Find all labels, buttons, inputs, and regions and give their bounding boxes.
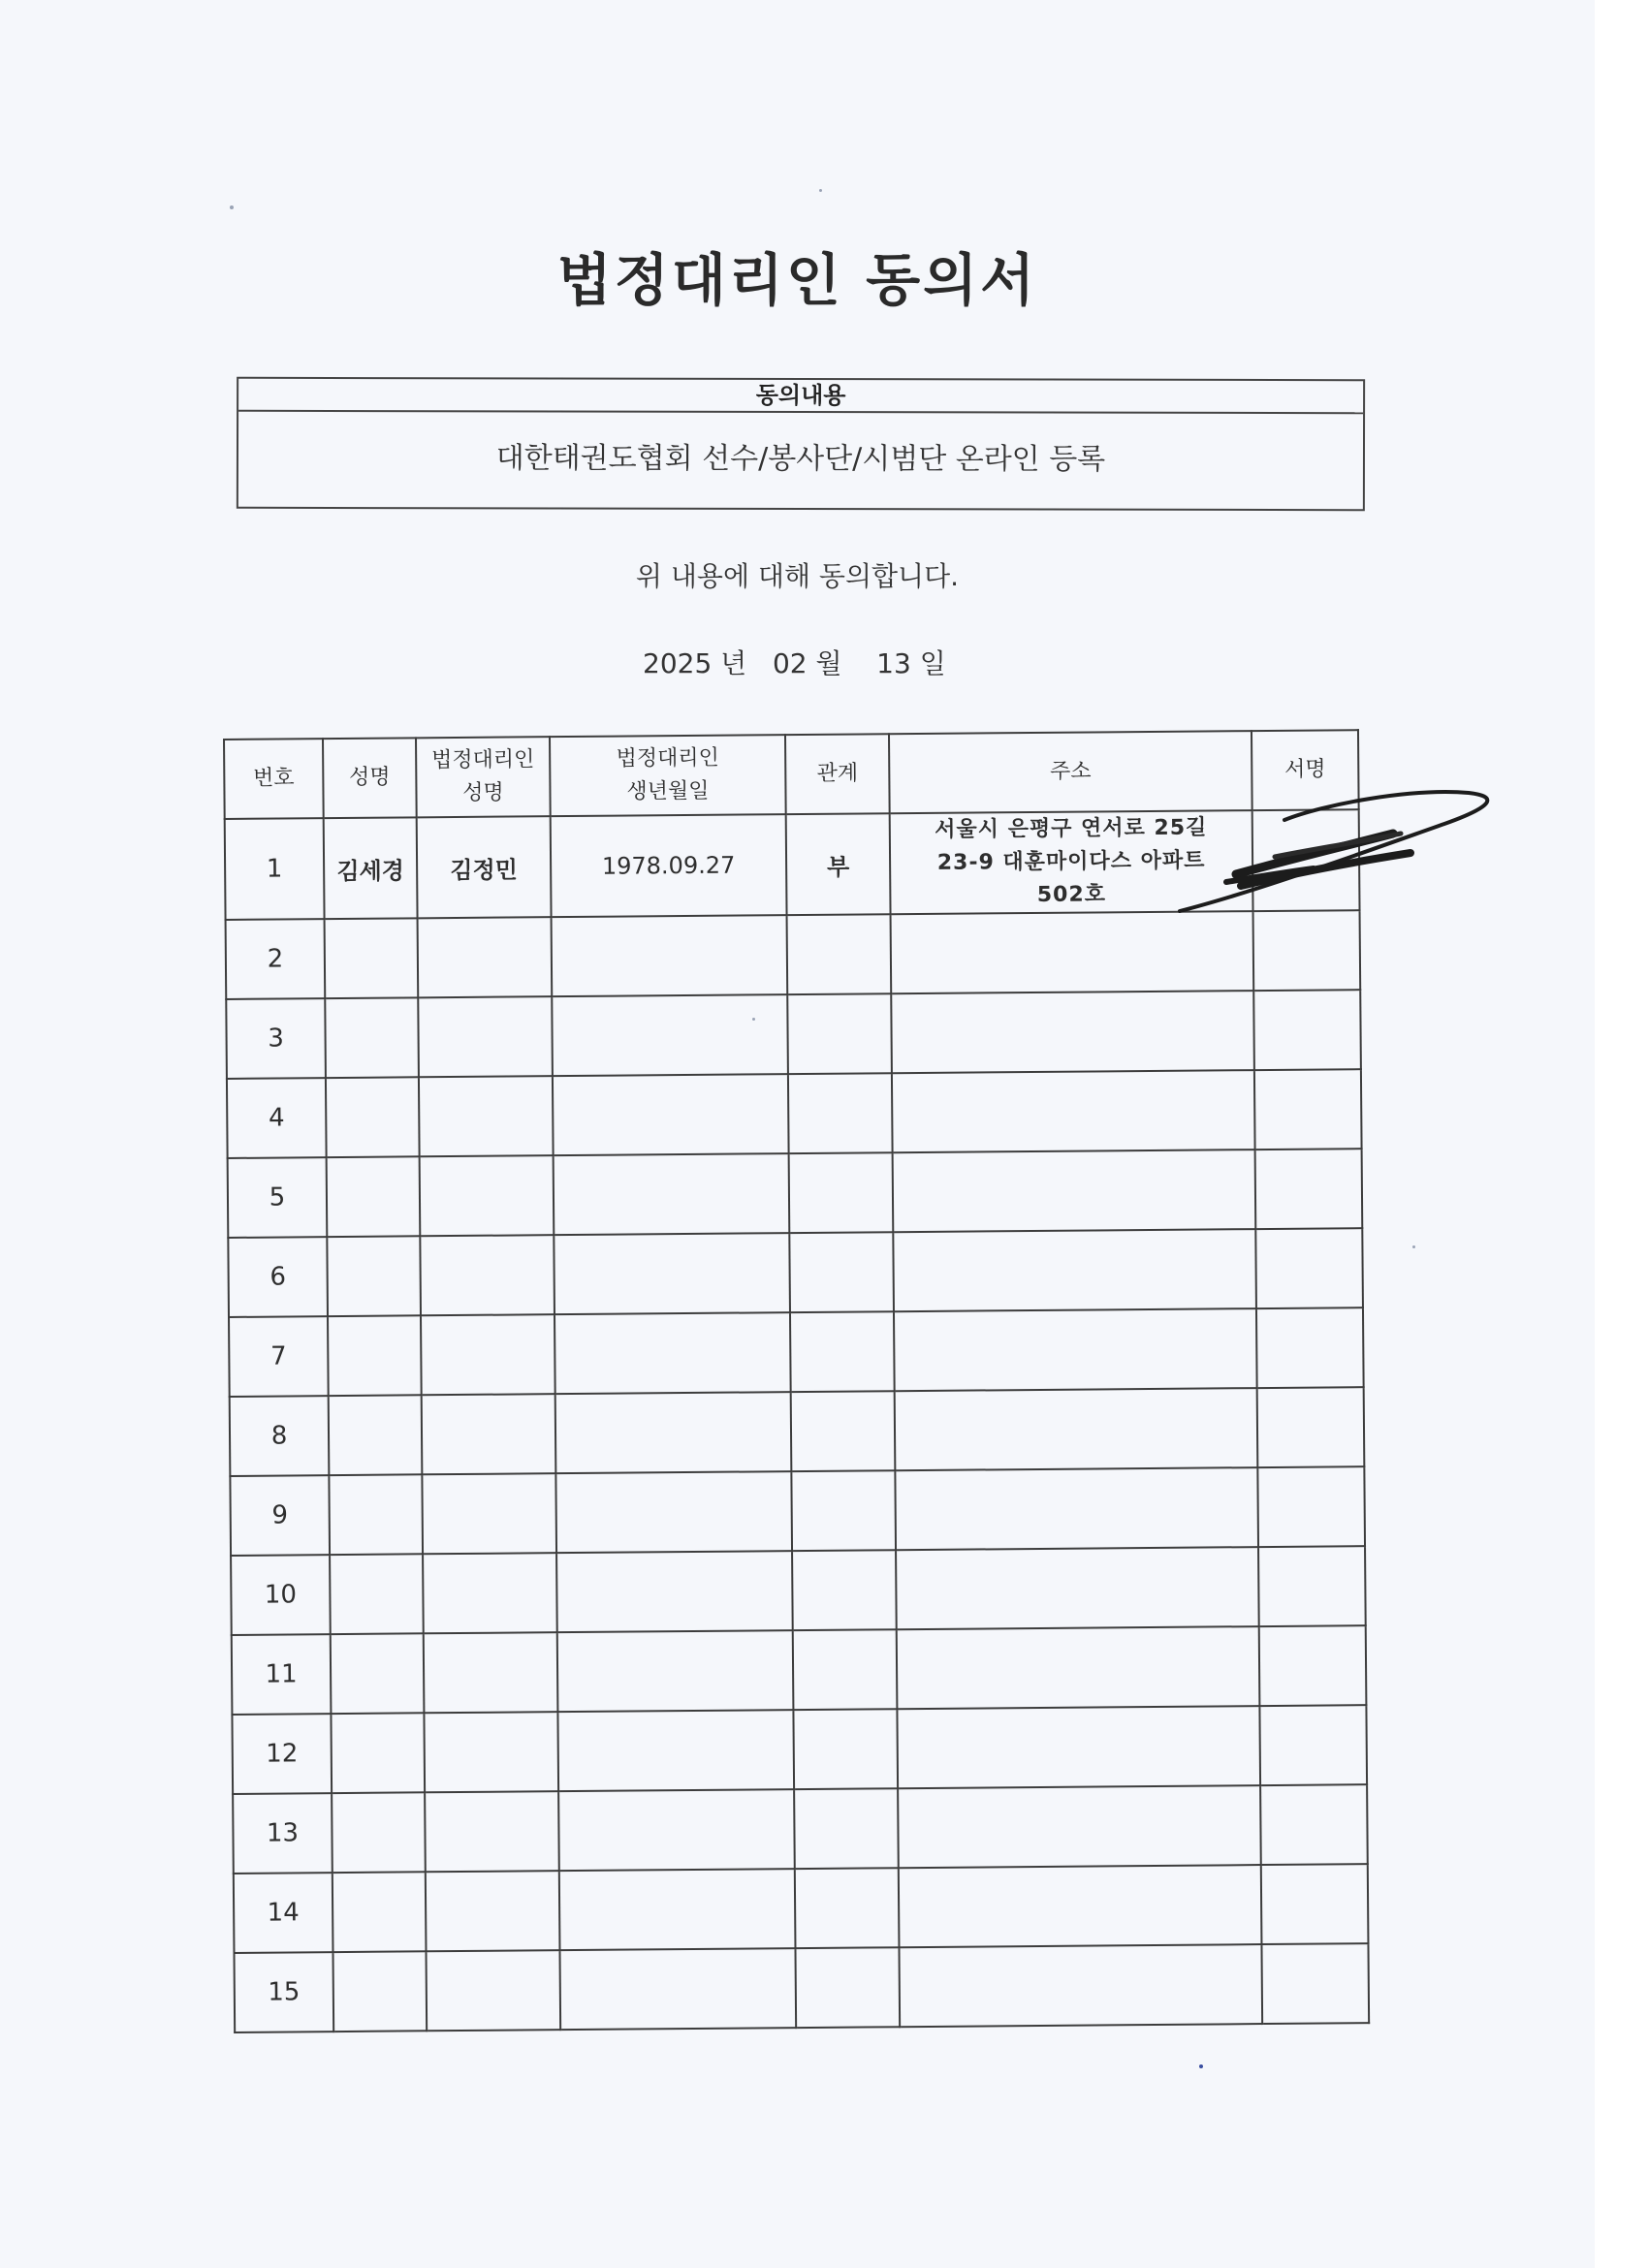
cell-address (897, 1626, 1260, 1709)
date-year: 2025 (643, 647, 713, 679)
cell-address (897, 1706, 1260, 1788)
cell-signature (1256, 1307, 1364, 1388)
cell-guardian-name (424, 1632, 558, 1713)
cell-address (894, 1308, 1257, 1391)
cell-name (331, 1713, 425, 1793)
cell-address (899, 1944, 1262, 2027)
cell-name (333, 1951, 427, 2032)
cell-guardian-birth (559, 1869, 796, 1950)
cell-address (891, 911, 1254, 993)
cell-signature (1253, 910, 1361, 991)
cell-signature (1261, 1943, 1369, 2024)
table-row (228, 1149, 1363, 1238)
cell-relation (789, 1152, 894, 1233)
signing-date (643, 643, 946, 681)
cell-no: 5 (228, 1157, 328, 1238)
consent-content: 대한태권도협회 선수/봉사단/시범단 온라인 등록 (495, 441, 1106, 477)
address-line2: 23-9 대훈마이다스 아파트 (936, 848, 1206, 875)
header-guardian-birth (550, 735, 786, 816)
cell-signature (1260, 1784, 1368, 1865)
consent-box (237, 377, 1365, 511)
table-row (234, 1864, 1369, 1953)
cell-name (333, 1872, 427, 1952)
cell-address (899, 1865, 1262, 1947)
header-guardian-name-line2: 성명 (462, 780, 504, 805)
header-name: 성명 (323, 738, 417, 818)
table-row (232, 1625, 1367, 1715)
cell-address (891, 991, 1254, 1073)
cell-guardian-name (424, 1712, 558, 1792)
cell-guardian-name (420, 1155, 555, 1236)
date-day: 13 (876, 647, 911, 679)
cell-guardian-birth: 1978.09.27 (551, 814, 787, 917)
table-row (226, 910, 1361, 999)
guardian-table (223, 729, 1370, 2033)
header-guardian-name-line1: 법정대리인 (430, 747, 535, 773)
cell-guardian-birth (554, 1233, 790, 1314)
cell-relation (789, 1232, 894, 1312)
cell-address (895, 1388, 1258, 1470)
table-row (228, 1228, 1363, 1317)
header-relation: 관계 (785, 734, 890, 814)
cell-signature (1257, 1387, 1365, 1467)
cell-signature (1253, 990, 1361, 1070)
table-row (229, 1307, 1364, 1397)
scan-speck (230, 205, 234, 209)
cell-guardian-name (426, 1871, 560, 1951)
cell-name (325, 997, 419, 1078)
cell-guardian-birth (558, 1789, 795, 1871)
cell-no: 1 (225, 818, 325, 920)
cell-name (329, 1474, 423, 1555)
cell-guardian-name (418, 996, 553, 1077)
table-row (233, 1784, 1368, 1874)
scan-speck (1412, 1245, 1415, 1248)
cell-guardian-birth (556, 1551, 793, 1632)
cell-guardian-name: 김정민 (417, 816, 552, 918)
cell-address (898, 1785, 1261, 1868)
cell-name (325, 918, 419, 998)
cell-no: 8 (230, 1396, 330, 1476)
cell-guardian-name (418, 917, 553, 997)
header-guardian-birth-line2: 생년월일 (626, 778, 710, 804)
header-guardian-name (416, 737, 551, 817)
table-row (226, 990, 1361, 1079)
cell-relation (791, 1470, 896, 1551)
header-guardian-birth-line1: 법정대리인 (616, 745, 719, 772)
cell-address (895, 1467, 1258, 1550)
cell-no: 6 (228, 1237, 328, 1317)
cell-no: 12 (232, 1714, 332, 1794)
cell-signature (1252, 809, 1360, 911)
cell-name (332, 1792, 426, 1873)
cell-signature (1255, 1149, 1363, 1229)
cell-no: 11 (232, 1634, 332, 1715)
document-title: 법정대리인 동의서 (556, 247, 1038, 313)
header-no: 번호 (224, 739, 324, 819)
cell-relation (787, 993, 892, 1074)
cell-no: 3 (226, 998, 326, 1079)
cell-name (331, 1633, 425, 1714)
header-address: 주소 (889, 731, 1252, 813)
cell-signature (1261, 1864, 1369, 1944)
table-row (230, 1387, 1365, 1476)
address-line3: 502호 (1036, 882, 1107, 907)
cell-no: 7 (229, 1316, 329, 1397)
cell-signature (1254, 1069, 1362, 1150)
date-day-unit: 일 (919, 647, 946, 679)
cell-name (327, 1156, 421, 1237)
cell-guardian-name (423, 1553, 557, 1633)
table-row (230, 1466, 1365, 1556)
scan-speck (1199, 2064, 1203, 2068)
cell-relation (794, 1788, 899, 1869)
cell-guardian-name (420, 1235, 555, 1315)
scan-speck (752, 1018, 755, 1021)
cell-relation (795, 1947, 900, 2028)
cell-address (896, 1547, 1259, 1629)
cell-relation (790, 1311, 895, 1392)
consent-header: 동의내용 (238, 379, 1363, 414)
cell-no: 13 (233, 1793, 333, 1874)
cell-signature (1259, 1625, 1367, 1706)
cell-signature (1255, 1228, 1363, 1308)
scan-margin (1595, 0, 1648, 2268)
cell-relation (793, 1709, 898, 1789)
agreement-statement: 위 내용에 대해 동의합니다. (635, 560, 960, 592)
cell-no: 4 (227, 1078, 327, 1158)
cell-guardian-name (422, 1473, 556, 1554)
address-line1: 서울시 은평구 연서로 25길 (935, 815, 1208, 842)
table-header-row (224, 730, 1359, 819)
cell-guardian-name (425, 1791, 559, 1872)
date-year-unit: 년 (720, 647, 747, 679)
cell-guardian-birth (555, 1312, 791, 1394)
header-signature: 서명 (1252, 730, 1359, 810)
cell-signature (1258, 1546, 1366, 1626)
table-row (231, 1546, 1366, 1635)
cell-guardian-name (419, 1076, 554, 1156)
cell-guardian-birth (555, 1392, 792, 1473)
cell-relation (787, 914, 892, 994)
cell-address (893, 1229, 1256, 1311)
cell-name: 김세경 (324, 817, 418, 919)
cell-signature (1257, 1466, 1365, 1547)
cell-no: 10 (231, 1555, 331, 1635)
table-row (234, 1943, 1369, 2032)
cell-guardian-birth (552, 994, 788, 1076)
cell-guardian-birth (557, 1630, 794, 1712)
cell-no: 2 (226, 919, 326, 999)
table-row (225, 809, 1360, 920)
cell-guardian-birth (559, 1948, 796, 2030)
cell-relation (795, 1868, 900, 1948)
date-month: 02 (772, 647, 808, 679)
cell-name (329, 1395, 423, 1475)
cell-name (330, 1554, 424, 1634)
cell-guardian-name (421, 1314, 555, 1395)
cell-relation (788, 1073, 893, 1153)
cell-relation: 부 (786, 813, 891, 915)
cell-relation (792, 1550, 897, 1630)
cell-guardian-name (422, 1394, 556, 1474)
date-month-unit: 월 (815, 647, 842, 679)
cell-guardian-birth (553, 1074, 789, 1155)
cell-relation (793, 1629, 898, 1710)
cell-no: 9 (230, 1475, 330, 1556)
table-row (227, 1069, 1362, 1158)
cell-guardian-birth (552, 915, 788, 996)
scan-speck (819, 189, 822, 192)
cell-address (890, 810, 1253, 914)
cell-name (327, 1236, 421, 1316)
cell-no: 15 (234, 1952, 333, 2032)
cell-address (892, 1070, 1255, 1152)
table-row (232, 1705, 1367, 1794)
cell-name (328, 1315, 422, 1396)
cell-guardian-birth (554, 1153, 790, 1235)
cell-address (893, 1150, 1256, 1232)
cell-relation (791, 1391, 896, 1471)
cell-guardian-birth (557, 1710, 794, 1791)
cell-no: 14 (234, 1873, 333, 1953)
cell-guardian-name (426, 1950, 560, 2031)
cell-name (326, 1077, 420, 1157)
cell-guardian-birth (555, 1471, 792, 1553)
cell-signature (1259, 1705, 1367, 1785)
